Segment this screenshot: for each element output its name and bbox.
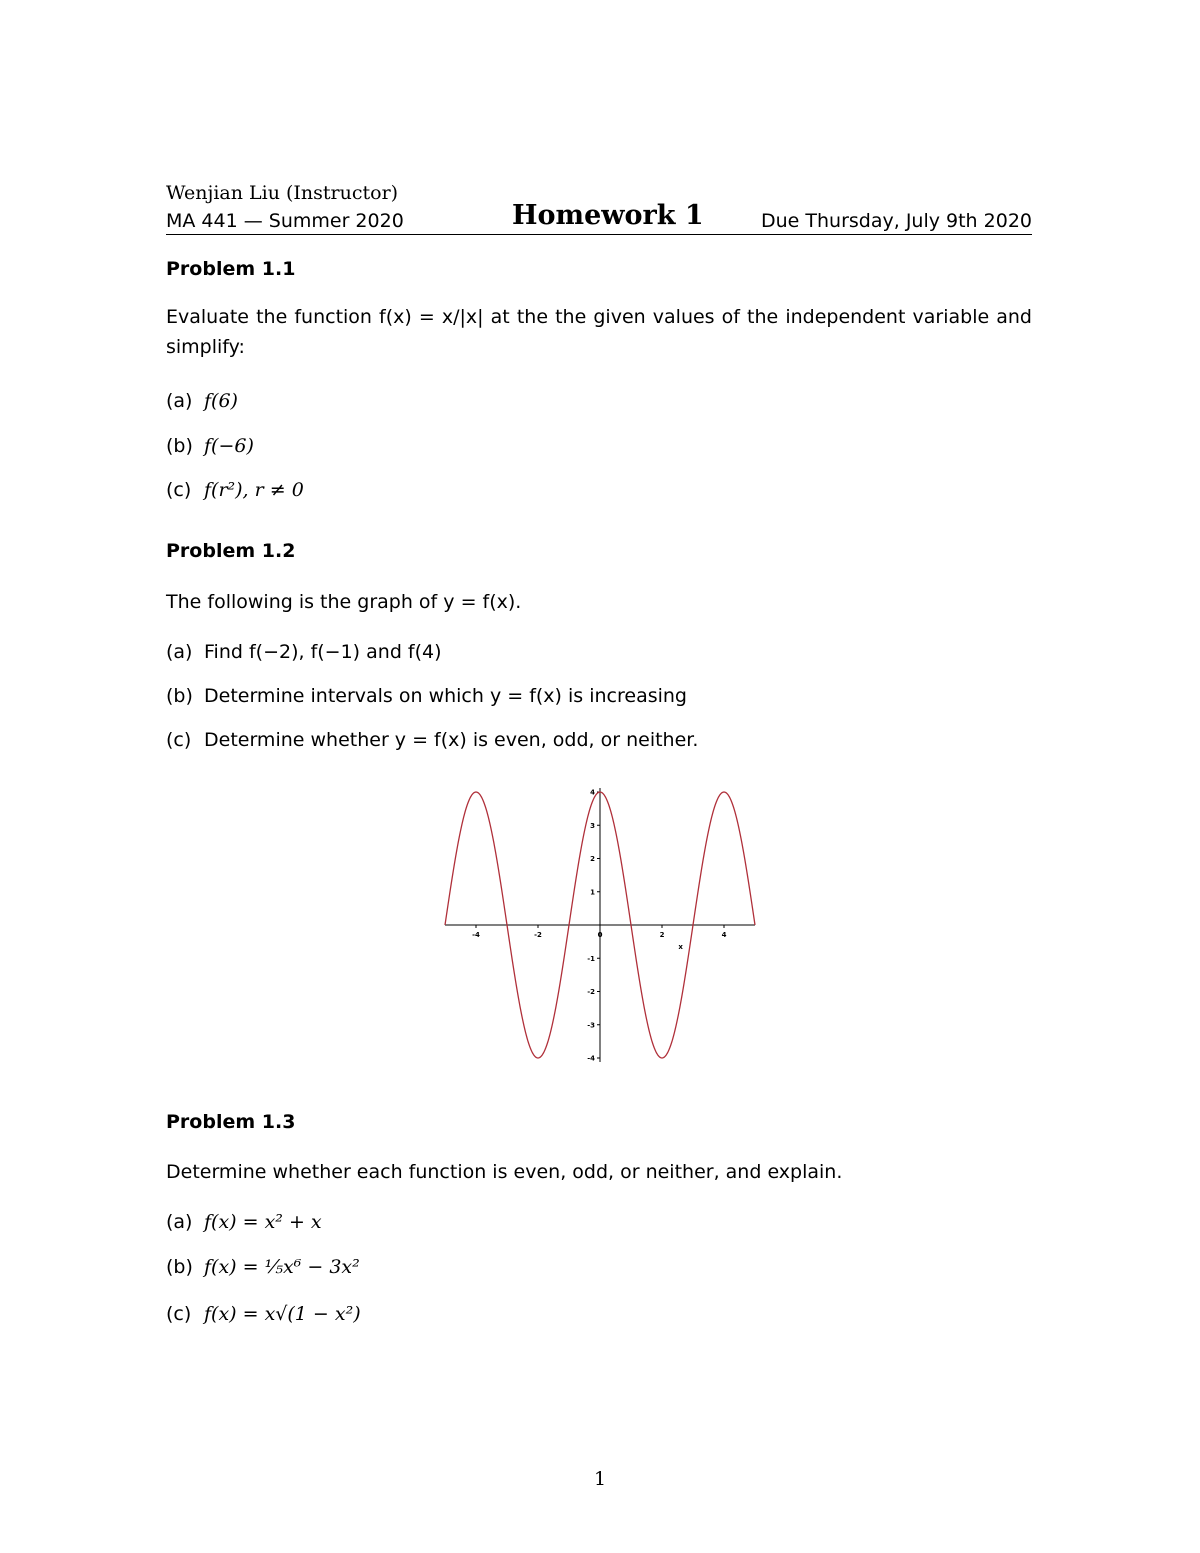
item-label: (a) bbox=[166, 641, 193, 663]
y-tick-label: -3 bbox=[587, 1021, 595, 1030]
item-text: f(6) bbox=[204, 390, 238, 412]
item-text: f(x) = ⅕x⁶ − 3x² bbox=[204, 1256, 360, 1278]
header-rule bbox=[166, 234, 1032, 235]
problem-1-3-item-a bbox=[166, 1210, 322, 1234]
x-tick-label: 0 bbox=[597, 931, 603, 939]
course-name: MA 441 — Summer 2020 bbox=[166, 210, 404, 232]
x-tick-label: -2 bbox=[534, 931, 542, 939]
item-label: (b) bbox=[166, 1256, 193, 1278]
problem-1-1-intro: Evaluate the function f(x) = x/|x| at the the given values of the independent variable and simplify: bbox=[166, 306, 1032, 358]
item-text: f(x) = x√(1 − x²) bbox=[204, 1303, 361, 1325]
problem-1-2-item-b bbox=[166, 684, 687, 708]
y-tick-label: 3 bbox=[590, 821, 595, 830]
problem-1-3-intro: Determine whether each function is even, odd, or neither, and explain. bbox=[166, 1161, 843, 1183]
problem-1-2-intro: The following is the graph of y = f(x). bbox=[166, 591, 522, 613]
item-label: (a) bbox=[166, 390, 193, 412]
problem-1-3-item-c bbox=[166, 1302, 361, 1326]
problem-1-2-item-c bbox=[166, 728, 698, 752]
item-text: Determine intervals on which y = f(x) is increasing bbox=[204, 685, 687, 707]
page-number: 1 bbox=[593, 1468, 607, 1490]
y-tick-label: -2 bbox=[587, 988, 595, 996]
function-graph bbox=[430, 780, 770, 1070]
problem-1-2-title: Problem 1.2 bbox=[166, 540, 296, 562]
problem-1-1-item-c bbox=[166, 478, 304, 502]
item-text: Determine whether y = f(x) is even, odd, or neither. bbox=[204, 729, 699, 751]
y-tick-label: -4 bbox=[587, 1054, 595, 1063]
item-label: (c) bbox=[166, 479, 192, 501]
y-tick-label: 2 bbox=[590, 855, 595, 863]
item-label: (a) bbox=[166, 1211, 193, 1233]
y-tick-label: 1 bbox=[590, 888, 595, 897]
x-axis-label: x bbox=[678, 943, 683, 951]
item-text: f(x) = x² + x bbox=[204, 1211, 322, 1233]
problem-1-3-title: Problem 1.3 bbox=[166, 1111, 296, 1133]
x-tick-label: 4 bbox=[721, 931, 727, 939]
problem-1-1-item-b bbox=[166, 434, 254, 458]
problem-1-1-item-a bbox=[166, 389, 238, 413]
problem-1-2-item-a bbox=[166, 640, 442, 664]
instructor-name: Wenjian Liu (Instructor) bbox=[166, 182, 399, 204]
homework-title: Homework 1 bbox=[512, 200, 704, 231]
x-tick-label: 2 bbox=[659, 931, 665, 939]
item-text: Find f(−2), f(−1) and f(4) bbox=[204, 641, 442, 663]
problem-1-3-item-b bbox=[166, 1255, 360, 1279]
due-date: Due Thursday, July 9th 2020 bbox=[760, 210, 1032, 232]
problem-1-1-title: Problem 1.1 bbox=[166, 258, 296, 280]
item-label: (b) bbox=[166, 685, 193, 707]
item-label: (c) bbox=[166, 1303, 192, 1325]
y-tick-label: 4 bbox=[590, 788, 595, 797]
item-label: (c) bbox=[166, 729, 192, 751]
item-text: f(−6) bbox=[204, 435, 254, 457]
x-tick-label: -4 bbox=[472, 931, 480, 939]
item-text: f(r²), r ≠ 0 bbox=[204, 479, 304, 501]
y-tick-label: -1 bbox=[587, 954, 595, 963]
item-label: (b) bbox=[166, 435, 193, 457]
